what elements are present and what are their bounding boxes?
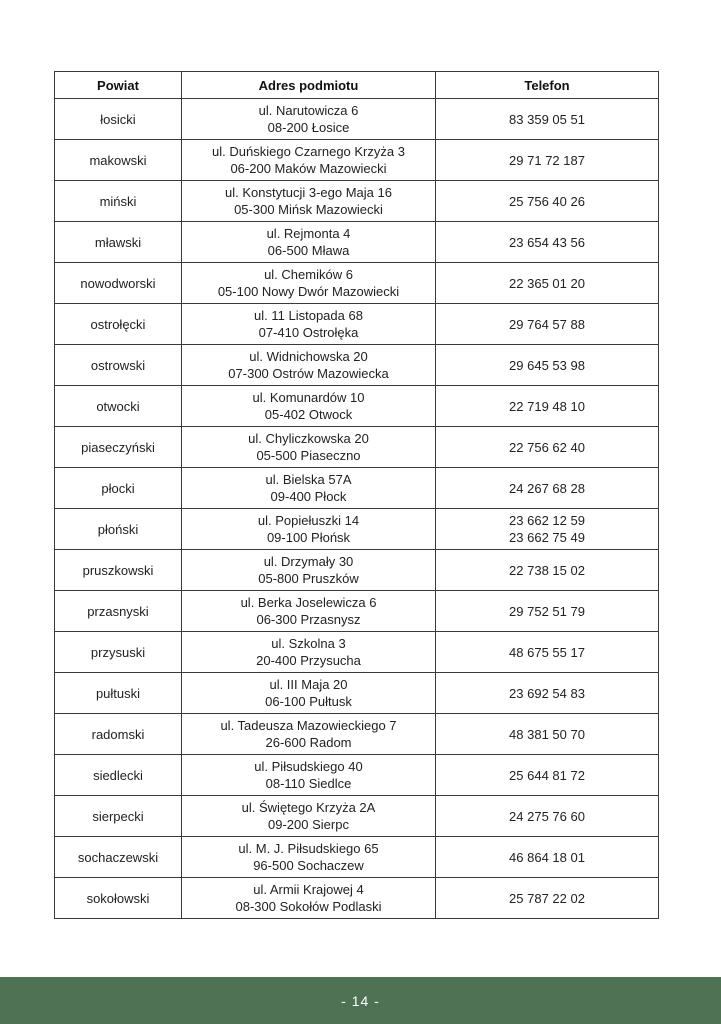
address-line: 26-600 Radom [265,735,352,750]
table-row [55,427,659,468]
address-line: 05-500 Piaseczno [256,448,361,463]
cell-address [182,222,436,263]
address-line: ul. Armii Krajowej 4 [253,882,364,897]
cell-address [182,673,436,714]
header-powiat: Powiat [55,72,182,99]
table-row [55,263,659,304]
phone-number: 24 267 68 28 [509,480,585,496]
cell-phone [436,878,659,919]
address-line: 05-100 Nowy Dwór Mazowiecki [217,284,400,299]
cell-powiat: łosicki [55,99,182,140]
address-line: ul. Chyliczkowska 20 [248,431,369,446]
cell-phone [436,99,659,140]
address-line: 07-410 Ostrołęka [258,325,359,340]
address-line: 06-300 Przasnysz [256,612,361,627]
phone-number: 46 864 18 01 [509,849,585,865]
table-row [55,222,659,263]
phone-number: 29 764 57 88 [509,316,585,332]
address-line: ul. Bielska 57A [265,472,352,487]
cell-powiat: otwocki [55,386,182,427]
address-line: 08-110 Siedlce [265,776,352,791]
cell-phone [436,755,659,796]
cell-powiat: sokołowski [55,878,182,919]
address-line: ul. Komunardów 10 [252,390,365,405]
table-row [55,796,659,837]
table-row [55,837,659,878]
table-row [55,304,659,345]
page-footer [0,977,721,1024]
address-line: 20-400 Przysucha [256,653,361,668]
phone-number: 29 752 51 79 [509,603,585,619]
table-body [55,99,659,919]
offices-table-container [54,71,658,919]
cell-phone [436,263,659,304]
cell-powiat: przysuski [55,632,182,673]
cell-address [182,509,436,550]
phone-number: 22 756 62 40 [509,439,585,455]
cell-powiat: siedlecki [55,755,182,796]
address-line: 08-300 Sokołów Podlaski [235,899,382,914]
cell-powiat: przasnyski [55,591,182,632]
cell-powiat: płocki [55,468,182,509]
cell-address [182,304,436,345]
table-row [55,755,659,796]
address-line: 05-800 Pruszków [258,571,359,586]
address-line: 05-300 Mińsk Mazowiecki [234,202,383,217]
cell-address [182,468,436,509]
address-line: ul. Tadeusza Mazowieckiego 7 [220,718,397,733]
table-row [55,345,659,386]
phone-number: 29 71 72 187 [509,152,585,168]
table-row [55,468,659,509]
address-line: 07-300 Ostrów Mazowiecka [228,366,389,381]
table-row [55,140,659,181]
table-header-row [55,72,659,99]
phone-number: 23 662 12 59 [509,513,585,528]
address-line: ul. Duńskiego Czarnego Krzyża 3 [212,144,405,159]
cell-phone [436,181,659,222]
cell-powiat: sierpecki [55,796,182,837]
phone-number: 23 662 75 49 [509,530,585,545]
cell-phone [436,673,659,714]
cell-powiat: makowski [55,140,182,181]
cell-phone [436,509,659,550]
address-line: 09-100 Płońsk [266,530,351,545]
phone-number: 25 756 40 26 [509,193,585,209]
cell-address [182,427,436,468]
address-line: 06-100 Pułtusk [265,694,352,709]
table-row [55,550,659,591]
cell-address [182,755,436,796]
phone-number: 25 787 22 02 [509,890,585,906]
page-number: - 14 - [341,992,380,1009]
table-row [55,714,659,755]
cell-address [182,386,436,427]
cell-address [182,550,436,591]
cell-address [182,837,436,878]
cell-phone [436,591,659,632]
address-line: 06-200 Maków Mazowiecki [230,161,387,176]
phone-number: 29 645 53 98 [509,357,585,373]
cell-phone [436,345,659,386]
address-line: ul. Konstytucji 3-ego Maja 16 [225,185,392,200]
cell-address [182,99,436,140]
cell-address [182,591,436,632]
address-line: ul. Drzymały 30 [263,554,354,569]
table-row [55,99,659,140]
address-line: 09-400 Płock [270,489,347,504]
address-line: ul. Rejmonta 4 [266,226,351,241]
cell-address [182,714,436,755]
table-row [55,632,659,673]
cell-phone [436,427,659,468]
address-line: 06-500 Mława [267,243,350,258]
cell-phone [436,386,659,427]
cell-phone [436,140,659,181]
phone-number: 23 654 43 56 [509,234,585,250]
cell-powiat: sochaczewski [55,837,182,878]
address-line: 05-402 Otwock [264,407,353,422]
address-line: 09-200 Sierpc [268,817,349,832]
phone-number: 22 365 01 20 [509,275,585,291]
phone-number: 48 675 55 17 [509,644,585,660]
cell-address [182,878,436,919]
phone-number: 83 359 05 51 [509,111,585,127]
cell-powiat: mławski [55,222,182,263]
table-row [55,878,659,919]
address-line: 96-500 Sochaczew [253,858,364,873]
table-row [55,673,659,714]
cell-powiat: miński [55,181,182,222]
cell-powiat: płoński [55,509,182,550]
address-line: ul. Narutowicza 6 [258,103,359,118]
cell-phone [436,632,659,673]
phone-number: 22 738 15 02 [509,562,585,578]
address-line: ul. M. J. Piłsudskiego 65 [238,841,379,856]
cell-powiat: ostrowski [55,345,182,386]
cell-address [182,632,436,673]
table-row [55,509,659,550]
cell-address [182,263,436,304]
cell-phone [436,222,659,263]
cell-address [182,796,436,837]
cell-phone [436,550,659,591]
cell-powiat: radomski [55,714,182,755]
cell-powiat: piaseczyński [55,427,182,468]
cell-address [182,345,436,386]
offices-table [54,71,659,919]
phone-number: 23 692 54 83 [509,685,585,701]
table-row [55,386,659,427]
address-line: ul. Świętego Krzyża 2A [241,800,376,815]
address-line: ul. Chemików 6 [264,267,353,282]
phone-number: 25 644 81 72 [509,767,585,783]
cell-powiat: ostrołęcki [55,304,182,345]
address-line: 08-200 Łosice [267,120,350,135]
cell-powiat: pułtuski [55,673,182,714]
cell-phone [436,304,659,345]
address-line: ul. Widnichowska 20 [249,349,368,364]
phone-number: 48 381 50 70 [509,726,585,742]
header-address: Adres podmiotu [182,72,436,99]
phone-number: 24 275 76 60 [509,808,585,824]
cell-phone [436,796,659,837]
address-line: ul. Szkolna 3 [271,636,346,651]
cell-powiat: pruszkowski [55,550,182,591]
table-row [55,591,659,632]
address-line: ul. Berka Joselewicza 6 [240,595,377,610]
header-phone: Telefon [436,72,659,99]
cell-address [182,181,436,222]
cell-address [182,140,436,181]
cell-phone [436,714,659,755]
address-line: ul. 11 Listopada 68 [254,308,363,323]
address-line: ul. Popiełuszki 14 [257,513,360,528]
cell-phone [436,468,659,509]
phone-number: 22 719 48 10 [509,398,585,414]
address-line: ul. III Maja 20 [269,677,348,692]
table-row [55,181,659,222]
address-line: ul. Piłsudskiego 40 [254,759,363,774]
cell-powiat: nowodworski [55,263,182,304]
cell-phone [436,837,659,878]
